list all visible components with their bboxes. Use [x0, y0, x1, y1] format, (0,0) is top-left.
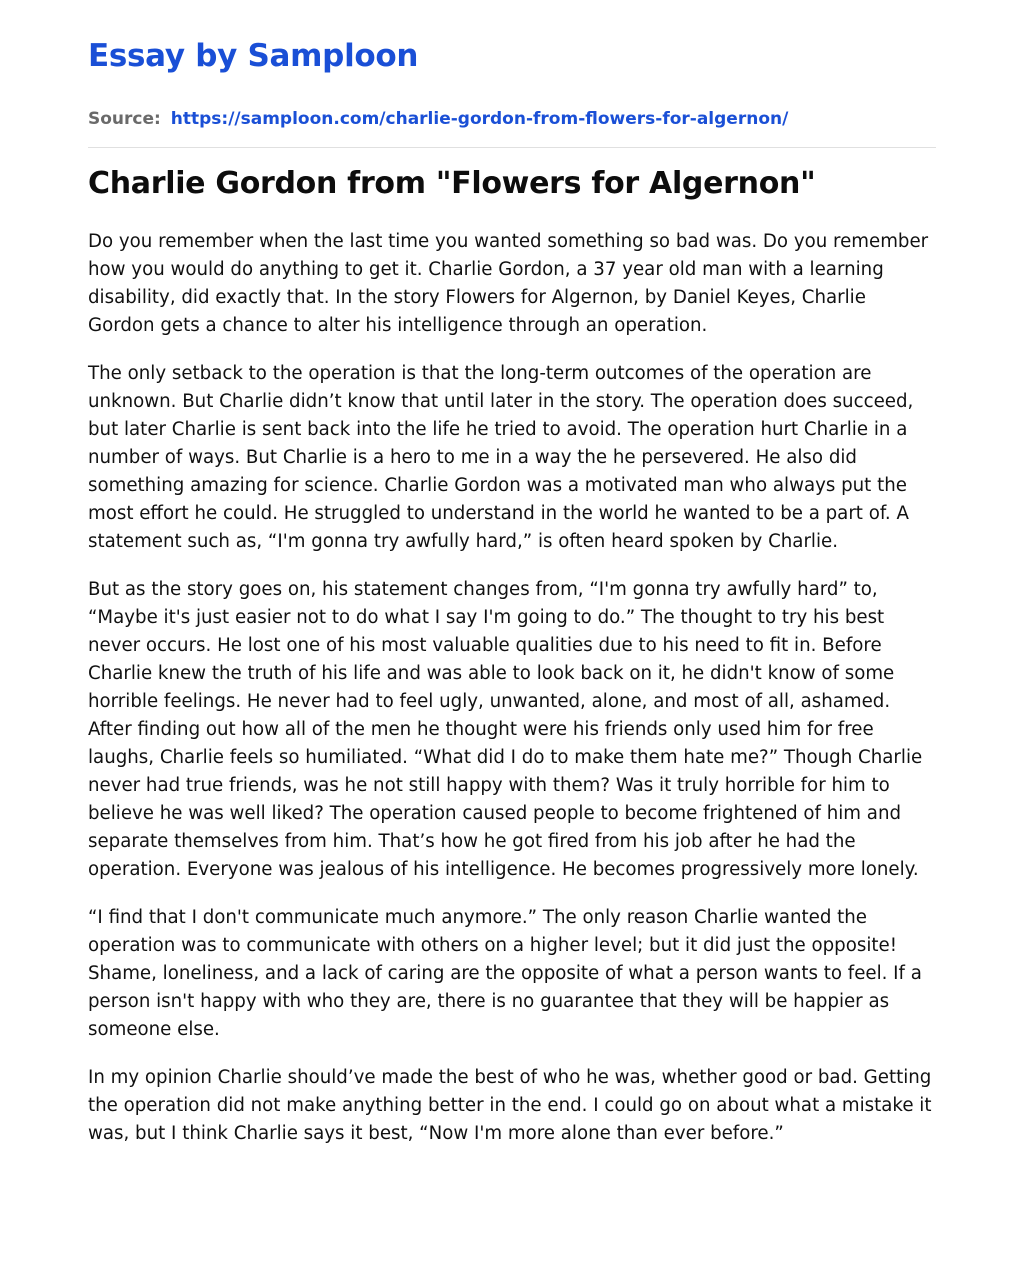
essay-paragraph: “I find that I don't communicate much anymore.” The only reason Charlie wanted the operation was to communicate with others on a higher level; but it did just the opposite! Shame, loneliness, and a lack of caring are the opposite of what a person wants to feel. If a person isn't happy with who they are, there is no guarantee that they will be happier as someone else. — [88, 907, 922, 1040]
source-label: Source: — [88, 109, 161, 129]
essay-paragraph: The only setback to the operation is that the long-term outcomes of the operation are unknown. But Charlie didn’t know that until later in the story. The operation does succeed, but later Charlie is sent back into the life he tried to avoid. The operation hurt Charlie in a number of ways. But Charlie is a hero to me in a way the he persevered. He also did something amazing for science. Charlie Gordon was a motivated man who always put the most effort he could. He struggled to understand in the world he wanted to be a part of. A statement such as, “I'm gonna try awfully hard,” is often heard spoken by Charlie. — [88, 363, 914, 552]
source-link[interactable]: https://samploon.com/charlie-gordon-from-flowers-for-algernon/ — [170, 109, 789, 129]
essay-paragraph: In my opinion Charlie should’ve made the best of who he was, whether good or bad. Getting the operation did not make anything better in the end. I could go on about what a mistake it was, but I think Charlie says it best, “Now I'm more alone than ever before.” — [88, 1067, 932, 1144]
source-line — [88, 108, 936, 130]
brand-title: Essay by Samploon — [88, 38, 419, 74]
essay-title: Charlie Gordon from "Flowers for Algernon" — [88, 166, 816, 201]
essay-paragraph: But as the story goes on, his statement changes from, “I'm gonna try awfully hard” to, “Maybe it's just easier not to do what I say I'm going to do.” The thought to try his best never occurs. He lost one of his most valuable qualities due to his need to fit in. Before Charlie knew the truth of his life and was able to look back on it, he didn't know of some horrible feelings. He never had to feel ugly, unwanted, alone, and most of all, ashamed. After finding out how all of the men he thought were his friends only used him for free laughs, Charlie feels so humiliated. “What did I do to make them hate me?” Though Charlie never had true friends, was he not still happy with them? Was it truly horrible for him to believe he was well liked? The operation caused people to become frightened of him and separate themselves from him. That’s how he got fired from his job after he had the operation. Everyone was jealous of his intelligence. He becomes progressively more lonely. — [88, 579, 923, 880]
essay-body — [88, 228, 936, 1148]
header-divider — [88, 147, 936, 148]
document-page — [88, 0, 936, 1168]
essay-paragraph: Do you remember when the last time you wanted something so bad was. Do you remember how you would do anything to get it. Charlie Gordon, a 37 year old man with a learning disability, did exactly that. In the story Flowers for Algernon, by Daniel Keyes, Charlie Gordon gets a chance to alter his intelligence through an operation. — [88, 231, 929, 336]
